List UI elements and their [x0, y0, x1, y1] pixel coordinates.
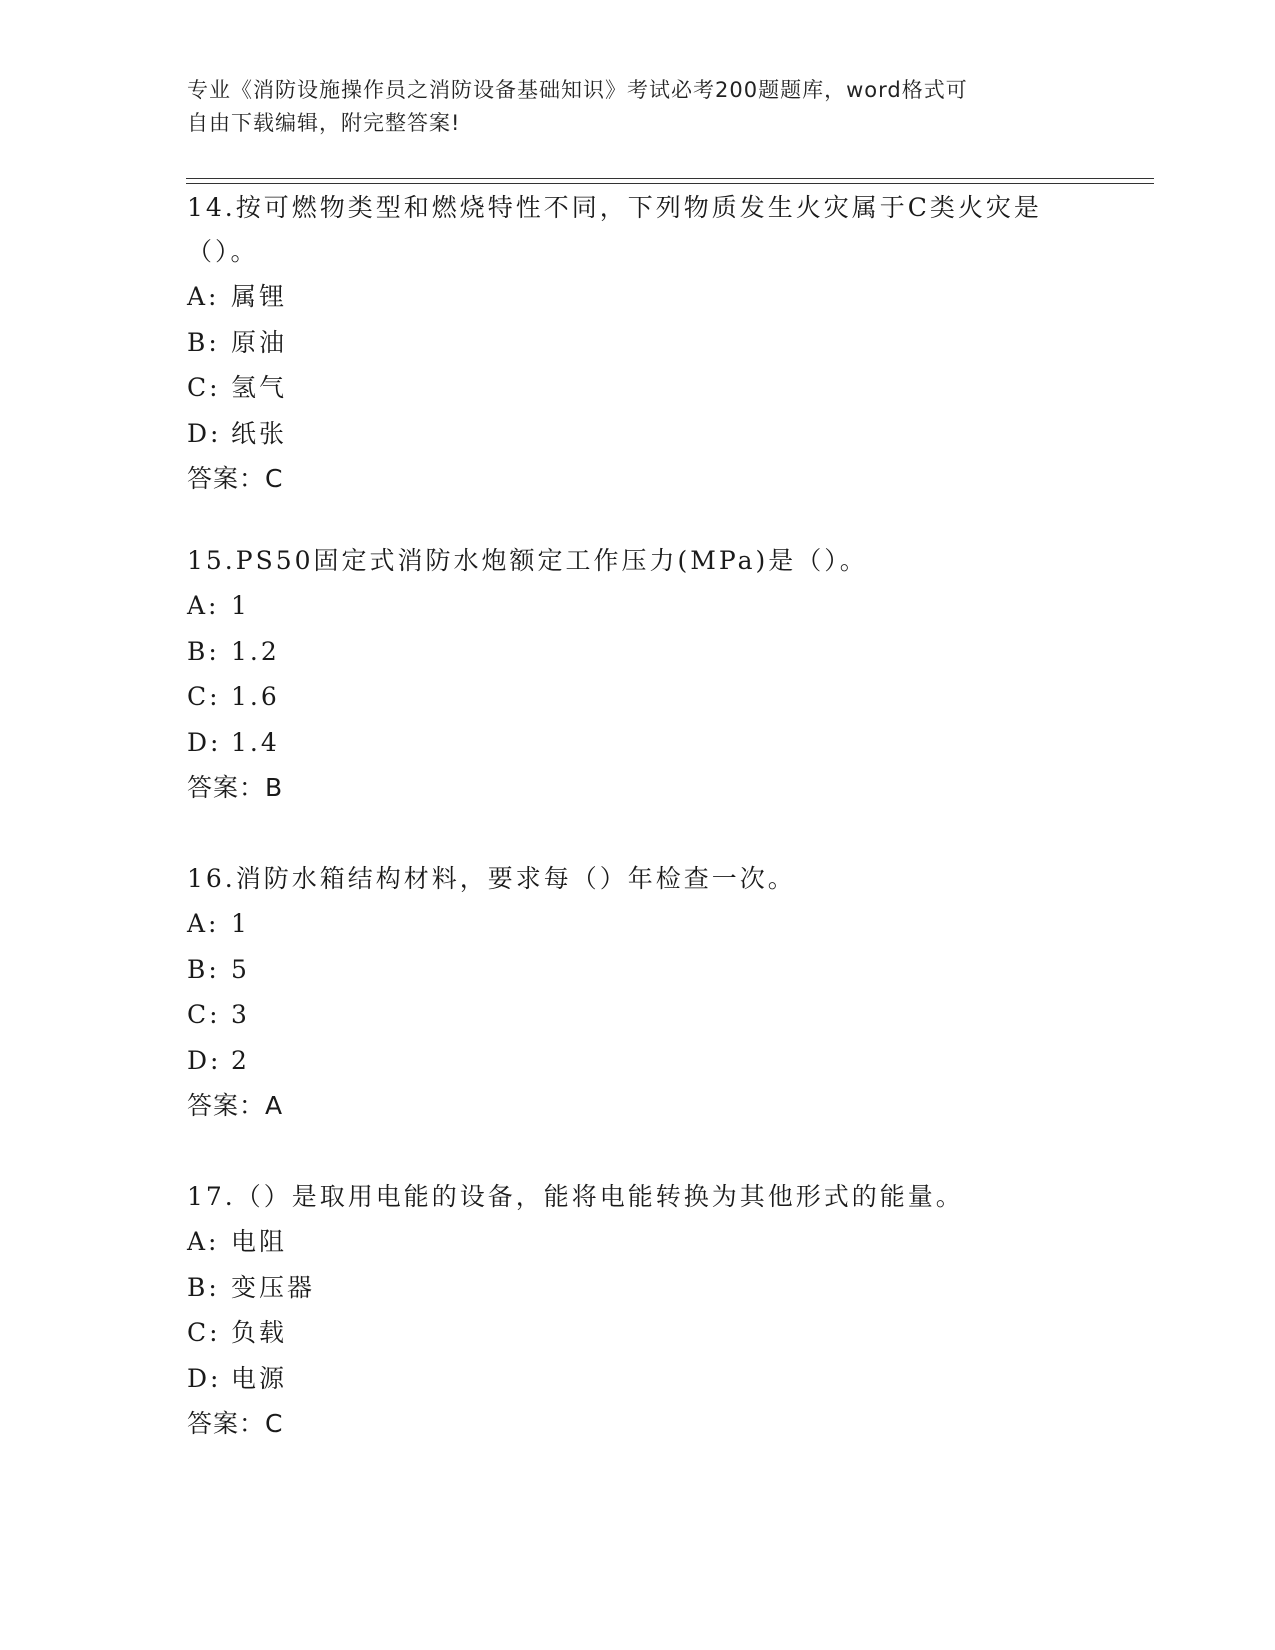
- option-text: 1.6: [231, 682, 280, 711]
- option-text: 1: [231, 591, 250, 620]
- option-letter: D:: [187, 418, 222, 448]
- option-text: 电源: [231, 1363, 288, 1393]
- answer-line: 答案：B: [187, 773, 284, 802]
- question-15: [187, 539, 1087, 811]
- option-text: 氢气: [231, 373, 288, 402]
- option-text: 1: [231, 909, 250, 938]
- option-letter: C:: [187, 373, 221, 402]
- answer-line: 答案：C: [187, 464, 284, 493]
- option-c: [187, 674, 1087, 720]
- option-c: [187, 992, 1087, 1038]
- option-text: 变压器: [231, 1272, 316, 1302]
- option-text: 5: [231, 954, 250, 984]
- header-line-2: 自由下载编辑，附完整答案!: [187, 111, 461, 135]
- option-text: 电阻: [231, 1227, 288, 1256]
- document-header: [187, 74, 1067, 140]
- option-text: 2: [231, 1045, 250, 1075]
- option-letter: D:: [187, 1363, 222, 1393]
- option-c: [187, 1310, 1087, 1356]
- option-a: [187, 1219, 1087, 1265]
- option-text: 纸张: [231, 418, 288, 448]
- option-text: 1.2: [231, 636, 280, 666]
- option-text: 属锂: [231, 282, 288, 311]
- option-letter: B:: [187, 327, 220, 357]
- option-b: [187, 320, 1087, 366]
- option-letter: A:: [187, 282, 220, 311]
- option-a: [187, 583, 1087, 629]
- option-letter: D:: [187, 727, 222, 757]
- option-letter: C:: [187, 1318, 221, 1347]
- option-letter: B:: [187, 1272, 220, 1302]
- header-line-1: 专业《消防设施操作员之消防设备基础知识》考试必考200题题库，word格式可: [187, 78, 968, 102]
- option-d: [187, 1038, 1087, 1084]
- option-a: [187, 274, 1087, 320]
- option-text: 3: [231, 1000, 250, 1029]
- option-text: 负载: [231, 1318, 288, 1347]
- question-stem: 17.（）是取用电能的设备，能将电能转换为其他形式的能量。: [187, 1182, 964, 1211]
- question-stem-continued: （）。: [187, 237, 259, 266]
- option-b: [187, 629, 1087, 675]
- question-17: [187, 1175, 1087, 1447]
- header-divider-top: [186, 178, 1154, 179]
- question-stem: 15.PS50固定式消防水炮额定工作压力(MPa)是（）。: [187, 546, 868, 575]
- question-16: [187, 857, 1087, 1129]
- option-letter: C:: [187, 1000, 221, 1029]
- answer-line: 答案：C: [187, 1409, 284, 1438]
- option-letter: B:: [187, 954, 220, 984]
- option-letter: B:: [187, 636, 220, 666]
- option-letter: A:: [187, 591, 220, 620]
- header-divider-bottom: [186, 183, 1154, 184]
- question-stem: 14.按可燃物类型和燃烧特性不同，下列物质发生火灾属于C类火灾是: [187, 193, 1042, 222]
- option-d: [187, 720, 1087, 766]
- option-b: [187, 947, 1087, 993]
- option-letter: C:: [187, 682, 221, 711]
- option-letter: A:: [187, 909, 220, 938]
- option-text: 原油: [231, 327, 288, 357]
- option-b: [187, 1265, 1087, 1311]
- option-c: [187, 365, 1087, 411]
- option-a: [187, 901, 1087, 947]
- option-letter: A:: [187, 1227, 220, 1256]
- question-stem: 16.消防水箱结构材料，要求每（）年检查一次。: [187, 864, 796, 893]
- answer-line: 答案：A: [187, 1091, 284, 1120]
- option-d: [187, 1356, 1087, 1402]
- option-letter: D:: [187, 1045, 222, 1075]
- option-text: 1.4: [231, 727, 280, 757]
- question-14: [187, 186, 1087, 502]
- option-d: [187, 411, 1087, 457]
